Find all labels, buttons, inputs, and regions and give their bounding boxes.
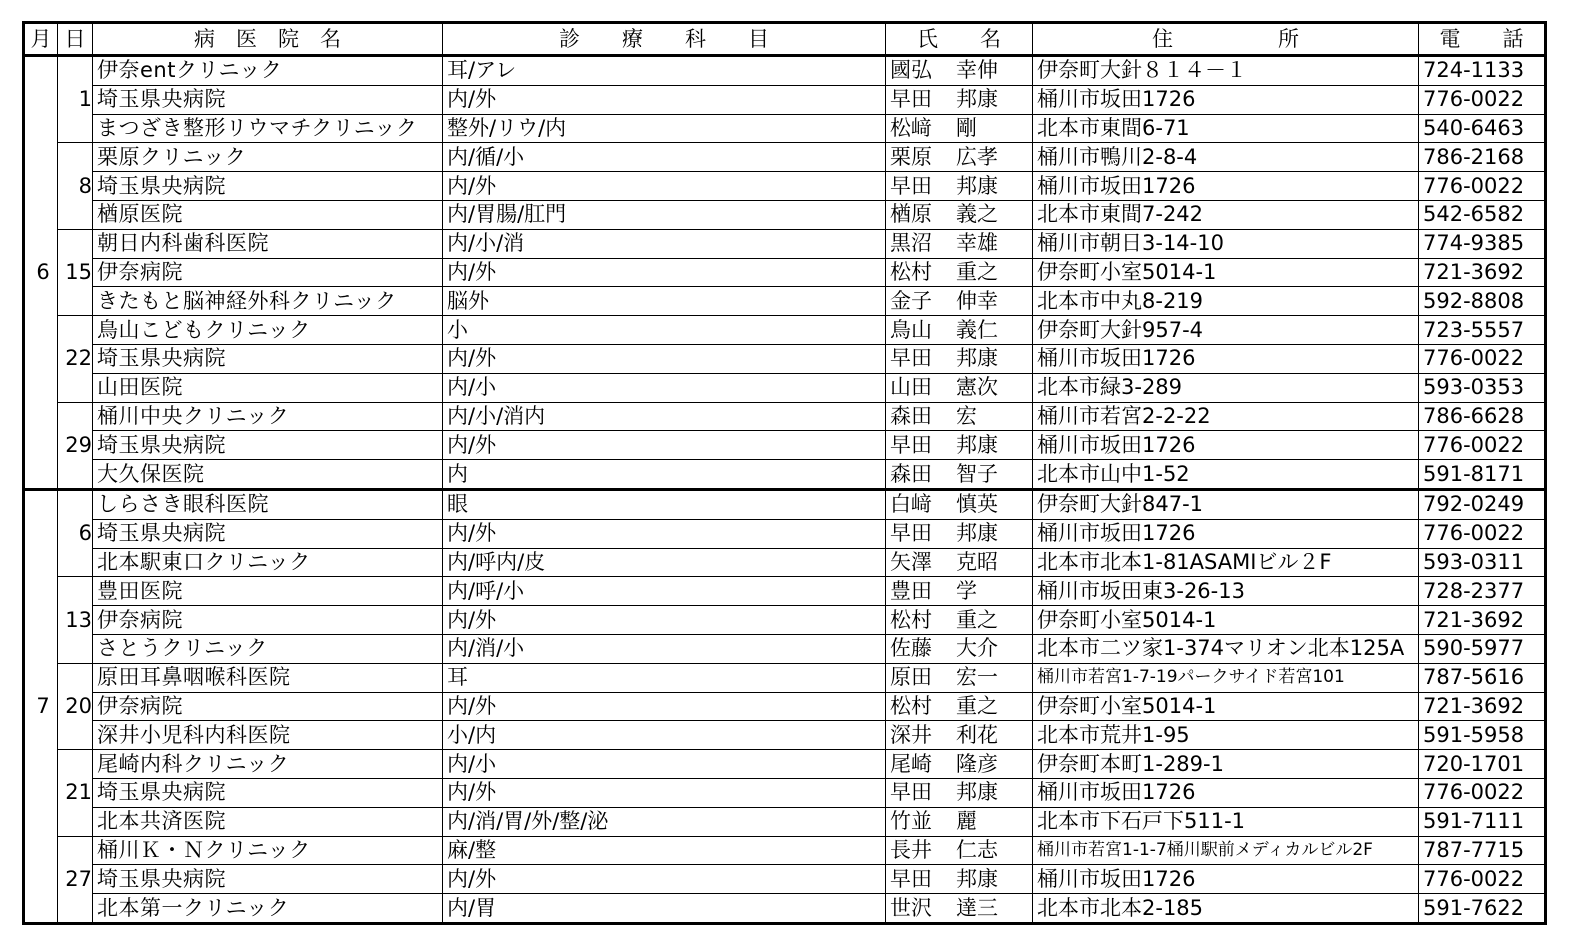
table-row [24,807,1546,836]
table-row [24,200,1546,229]
hospital-name: 原田耳鼻咽喉科医院 [93,663,443,692]
table-row [24,634,1546,663]
department: 内/外 [443,692,886,721]
doctor-surname: 金子 [890,288,932,313]
table-row [24,750,1546,779]
address: 伊奈町小室5014-1 [1033,258,1419,287]
hospital-name: 伊奈entクリニック [93,56,443,86]
address: 伊奈町小室5014-1 [1033,606,1419,635]
table-row [24,865,1546,894]
doctor-given-name: 重之 [956,693,998,718]
phone-number: 591-8171 [1419,460,1546,490]
doctor-name [886,373,1033,402]
doctor-given-name: 邦康 [956,866,998,891]
hospital-name: まつざき整形リウマチクリニック [93,114,443,143]
doctor-surname: 長井 [890,837,932,862]
address: 伊奈町大針847-1 [1033,489,1419,519]
day-cell: 1 [58,56,93,143]
address: 北本市荒井1-95 [1033,721,1419,750]
phone-number: 721-3692 [1419,258,1546,287]
address: 北本市二ツ家1-374マリオン北本125A [1033,634,1419,663]
phone-number: 776-0022 [1419,519,1546,548]
phone-number: 776-0022 [1419,431,1546,460]
table-row [24,606,1546,635]
doctor-name [886,229,1033,258]
header-address: 住 所 [1033,23,1419,56]
doctor-name [886,56,1033,86]
phone-number: 540-6463 [1419,114,1546,143]
doctor-given-name: 幸雄 [956,231,998,256]
department: 内/小/消内 [443,402,886,431]
table-row [24,344,1546,373]
table-row [24,431,1546,460]
doctor-name [886,778,1033,807]
doctor-surname: 松﨑 [890,115,932,140]
hospital-name: 埼玉県央病院 [93,344,443,373]
table-row [24,373,1546,402]
hospital-name: 北本共済医院 [93,807,443,836]
doctor-name [886,663,1033,692]
phone-number: 787-5616 [1419,663,1546,692]
on-call-schedule-table [22,21,1547,925]
doctor-given-name: 隆彦 [956,751,998,776]
doctor-surname: 早田 [890,346,932,371]
department: 内/小 [443,750,886,779]
table-row [24,692,1546,721]
doctor-given-name: 達三 [956,895,998,920]
table-row [24,721,1546,750]
doctor-name [886,114,1033,143]
doctor-given-name: 慎英 [956,492,998,517]
doctor-name [886,606,1033,635]
address: 伊奈町本町1-289-1 [1033,750,1419,779]
table-row [24,519,1546,548]
month-cell: 6 [24,56,58,490]
hospital-name: 朝日内科歯科医院 [93,229,443,258]
doctor-name [886,634,1033,663]
hospital-name: 尾崎内科クリニック [93,750,443,779]
doctor-given-name: 邦康 [956,432,998,457]
header-doctor: 氏 名 [886,23,1033,56]
hospital-name: 大久保医院 [93,460,443,490]
table-row [24,114,1546,143]
doctor-given-name: 邦康 [956,346,998,371]
doctor-name [886,548,1033,577]
hospital-name: 埼玉県央病院 [93,85,443,114]
doctor-given-name: 邦康 [956,521,998,546]
doctor-surname: 原田 [890,665,932,690]
address: 伊奈町大針957-4 [1033,316,1419,345]
header-phone: 電 話 [1419,23,1546,56]
doctor-surname: 矢澤 [890,549,932,574]
doctor-given-name: 憲次 [956,375,998,400]
phone-number: 593-0353 [1419,373,1546,402]
doctor-surname: 深井 [890,722,932,747]
department: 小 [443,316,886,345]
doctor-name [886,577,1033,606]
address: 桶川市坂田1726 [1033,85,1419,114]
address: 桶川市坂田1726 [1033,344,1419,373]
doctor-surname: 鳥山 [890,317,932,342]
table-row [24,402,1546,431]
doctor-name [886,402,1033,431]
doctor-name [886,85,1033,114]
doctor-name [886,489,1033,519]
schedule-sheet [22,21,1547,925]
table-row [24,143,1546,172]
doctor-given-name: 大介 [956,636,998,661]
doctor-name [886,460,1033,490]
doctor-name [886,143,1033,172]
doctor-surname: 早田 [890,866,932,891]
table-row [24,663,1546,692]
department: 内/外 [443,519,886,548]
doctor-given-name: 伸幸 [956,288,998,313]
address: 桶川市鴨川2-8-4 [1033,143,1419,172]
table-row [24,548,1546,577]
department: 整外/リウ/内 [443,114,886,143]
phone-number: 776-0022 [1419,344,1546,373]
doctor-surname: 世沢 [890,895,932,920]
table-row [24,489,1546,519]
doctor-name [886,258,1033,287]
phone-number: 728-2377 [1419,577,1546,606]
doctor-surname: 森田 [890,403,932,428]
header-month: 月 [24,23,58,56]
phone-number: 593-0311 [1419,548,1546,577]
phone-number: 792-0249 [1419,489,1546,519]
doctor-given-name: 宏 [956,403,977,428]
department: 眼 [443,489,886,519]
department: 内/消/小 [443,634,886,663]
hospital-name: 埼玉県央病院 [93,519,443,548]
table-row [24,287,1546,316]
phone-number: 776-0022 [1419,778,1546,807]
department: 内/胃 [443,894,886,924]
department: 内/胃腸/肛門 [443,200,886,229]
doctor-surname: 豊田 [890,578,932,603]
address: 北本市北本1-81ASAMIビル２F [1033,548,1419,577]
schedule-body [24,56,1546,924]
doctor-given-name: 克昭 [956,549,998,574]
doctor-given-name: 広孝 [956,144,998,169]
department: 内/外 [443,778,886,807]
hospital-name: 伊奈病院 [93,692,443,721]
department: 内/外 [443,258,886,287]
address: 桶川市朝日3-14-10 [1033,229,1419,258]
department: 内/循/小 [443,143,886,172]
day-cell: 20 [58,663,93,749]
department: 内/外 [443,606,886,635]
doctor-name [886,721,1033,750]
address: 桶川市坂田東3-26-13 [1033,577,1419,606]
address: 桶川市坂田1726 [1033,778,1419,807]
doctor-given-name: 重之 [956,259,998,284]
doctor-name [886,894,1033,924]
phone-number: 776-0022 [1419,865,1546,894]
doctor-given-name: 重之 [956,607,998,632]
doctor-name [886,316,1033,345]
address: 桶川市坂田1726 [1033,172,1419,201]
address: 桶川市坂田1726 [1033,865,1419,894]
department: 内/小 [443,373,886,402]
department: 脳外 [443,287,886,316]
header-row [24,23,1546,56]
table-row [24,836,1546,865]
department: 内/消/胃/外/整/泌 [443,807,886,836]
address: 伊奈町小室5014-1 [1033,692,1419,721]
phone-number: 786-6628 [1419,402,1546,431]
day-cell: 27 [58,836,93,923]
address: 北本市緑3-289 [1033,373,1419,402]
department: 耳/アレ [443,56,886,86]
department: 内/外 [443,172,886,201]
phone-number: 723-5557 [1419,316,1546,345]
hospital-name: 楢原医院 [93,200,443,229]
hospital-name: きたもと脳神経外科クリニック [93,287,443,316]
hospital-name: さとうクリニック [93,634,443,663]
department: 麻/整 [443,836,886,865]
hospital-name: 山田医院 [93,373,443,402]
phone-number: 591-5958 [1419,721,1546,750]
doctor-given-name: 仁志 [956,837,998,862]
doctor-name [886,344,1033,373]
address: 北本市北本2-185 [1033,894,1419,924]
doctor-given-name: 邦康 [956,780,998,805]
department: 内/外 [443,865,886,894]
doctor-name [886,287,1033,316]
doctor-surname: 早田 [890,87,932,112]
department: 内 [443,460,886,490]
department: 内/外 [443,85,886,114]
doctor-name [886,836,1033,865]
phone-number: 786-2168 [1419,143,1546,172]
doctor-given-name: 智子 [956,461,998,486]
phone-number: 591-7111 [1419,807,1546,836]
hospital-name: 桶川Ｋ・Ｎクリニック [93,836,443,865]
phone-number: 720-1701 [1419,750,1546,779]
day-cell: 6 [58,489,93,576]
day-cell: 15 [58,229,93,315]
doctor-given-name: 邦康 [956,87,998,112]
department: 内/小/消 [443,229,886,258]
hospital-name: 埼玉県央病院 [93,778,443,807]
address: 桶川市若宮1-7-19パークサイド若宮101 [1033,663,1419,692]
doctor-surname: 松村 [890,607,932,632]
doctor-name [886,200,1033,229]
address: 桶川市坂田1726 [1033,431,1419,460]
hospital-name: 鳥山こどもクリニック [93,316,443,345]
hospital-name: 埼玉県央病院 [93,431,443,460]
doctor-surname: 松村 [890,259,932,284]
doctor-name [886,431,1033,460]
doctor-surname: 栗原 [890,144,932,169]
doctor-name [886,692,1033,721]
doctor-surname: 早田 [890,521,932,546]
address: 伊奈町大針８１４－１ [1033,56,1419,86]
hospital-name: 伊奈病院 [93,258,443,287]
hospital-name: 深井小児科内科医院 [93,721,443,750]
doctor-surname: 楢原 [890,202,932,227]
address: 桶川市若宮2-2-22 [1033,402,1419,431]
doctor-surname: 國弘 [890,58,932,83]
hospital-name: 埼玉県央病院 [93,172,443,201]
department: 内/呼/小 [443,577,886,606]
department: 小/内 [443,721,886,750]
header-day: 日 [58,23,93,56]
hospital-name: 埼玉県央病院 [93,865,443,894]
table-row [24,56,1546,86]
address: 北本市下石戸下511-1 [1033,807,1419,836]
day-cell: 13 [58,577,93,663]
address: 北本市山中1-52 [1033,460,1419,490]
table-row [24,778,1546,807]
table-row [24,229,1546,258]
hospital-name: 栗原クリニック [93,143,443,172]
address: 桶川市坂田1726 [1033,519,1419,548]
doctor-surname: 白﨑 [890,492,932,517]
hospital-name: しらさき眼科医院 [93,489,443,519]
header-department: 診 療 科 目 [443,23,886,56]
table-row [24,577,1546,606]
doctor-surname: 山田 [890,375,932,400]
doctor-surname: 早田 [890,780,932,805]
doctor-given-name: 宏一 [956,665,998,690]
phone-number: 721-3692 [1419,606,1546,635]
phone-number: 592-8808 [1419,287,1546,316]
table-row [24,258,1546,287]
table-row [24,894,1546,924]
hospital-name: 伊奈病院 [93,606,443,635]
hospital-name: 豊田医院 [93,577,443,606]
doctor-given-name: 利花 [956,722,998,747]
department: 内/呼内/皮 [443,548,886,577]
department: 内/外 [443,431,886,460]
address: 北本市東間7-242 [1033,200,1419,229]
doctor-name [886,807,1033,836]
doctor-surname: 早田 [890,432,932,457]
phone-number: 774-9385 [1419,229,1546,258]
phone-number: 724-1133 [1419,56,1546,86]
table-row [24,172,1546,201]
doctor-given-name: 剛 [956,115,977,140]
doctor-surname: 佐藤 [890,636,932,661]
doctor-surname: 早田 [890,173,932,198]
hospital-name: 北本駅東口クリニック [93,548,443,577]
doctor-given-name: 義之 [956,202,998,227]
day-cell: 21 [58,750,93,836]
phone-number: 776-0022 [1419,172,1546,201]
hospital-name: 桶川中央クリニック [93,402,443,431]
table-row [24,316,1546,345]
doctor-given-name: 邦康 [956,173,998,198]
phone-number: 591-7622 [1419,894,1546,924]
doctor-surname: 尾崎 [890,751,932,776]
day-cell: 29 [58,402,93,489]
department: 耳 [443,663,886,692]
day-cell: 22 [58,316,93,402]
doctor-given-name: 麗 [956,809,977,834]
doctor-surname: 黒沼 [890,231,932,256]
doctor-name [886,750,1033,779]
address: 桶川市若宮1-1-7桶川駅前メディカルビル2F [1033,836,1419,865]
doctor-given-name: 義仁 [956,317,998,342]
phone-number: 721-3692 [1419,692,1546,721]
month-cell: 7 [24,489,58,923]
phone-number: 542-6582 [1419,200,1546,229]
doctor-given-name: 幸伸 [956,58,998,83]
table-row [24,85,1546,114]
table-row [24,460,1546,490]
phone-number: 787-7715 [1419,836,1546,865]
address: 北本市東間6-71 [1033,114,1419,143]
doctor-given-name: 学 [956,578,977,603]
doctor-surname: 森田 [890,461,932,486]
phone-number: 590-5977 [1419,634,1546,663]
doctor-name [886,519,1033,548]
hospital-name: 北本第一クリニック [93,894,443,924]
address: 北本市中丸8-219 [1033,287,1419,316]
phone-number: 776-0022 [1419,85,1546,114]
doctor-name [886,865,1033,894]
doctor-surname: 竹並 [890,809,932,834]
doctor-surname: 松村 [890,693,932,718]
department: 内/外 [443,344,886,373]
doctor-name [886,172,1033,201]
day-cell: 8 [58,143,93,229]
header-hospital: 病 医 院 名 [93,23,443,56]
